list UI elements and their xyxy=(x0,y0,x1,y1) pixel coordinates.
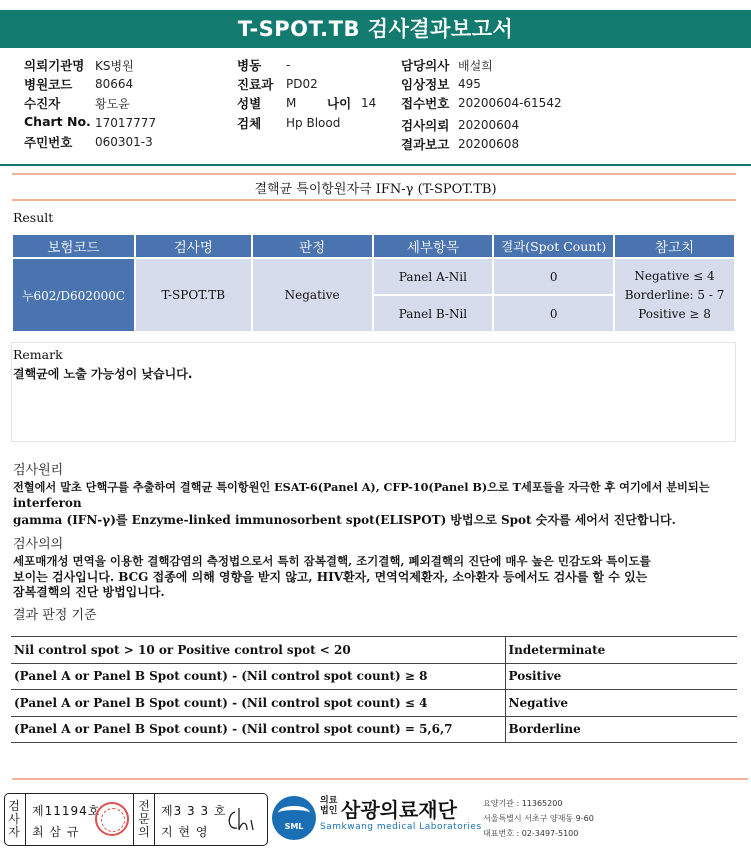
reference-borderline: Borderline: 5 - 7 xyxy=(624,287,725,302)
info-key: 검체 xyxy=(237,116,262,131)
insurance-code: 누602/D602000C xyxy=(13,259,134,331)
tester-label: 검사자 xyxy=(8,799,20,839)
principle-label: 검사원리 xyxy=(13,463,64,478)
criteria-row xyxy=(11,637,737,664)
info-key: 수진자 xyxy=(24,96,61,111)
divider-line xyxy=(12,199,736,201)
header-detail-item: 세부항목 xyxy=(374,235,493,257)
meaning-label: 검사의의 xyxy=(13,537,64,552)
info-value: 17017777 xyxy=(95,116,157,130)
info-key: 성별 xyxy=(237,96,262,111)
doctor-name: 지 현 영 xyxy=(161,825,209,839)
result-row xyxy=(13,259,734,294)
signature-box xyxy=(4,793,268,846)
info-value: 20200604-61542 xyxy=(458,96,562,110)
detail-item: Panel B-Nil xyxy=(374,296,493,331)
spot-count: 0 xyxy=(494,296,613,331)
remark-box xyxy=(11,342,736,442)
doctor-license-no: 제3 3 3 호 xyxy=(161,804,227,818)
header-insurance-code: 보험코드 xyxy=(13,235,134,257)
info-value: 14 xyxy=(361,96,377,110)
criteria-row xyxy=(11,716,737,743)
doctor-signature-icon xyxy=(225,804,261,836)
logo-mark-text: SML xyxy=(284,822,304,831)
info-key: 주민번호 xyxy=(24,135,73,150)
header-result: 결과(Spot Count) xyxy=(494,235,613,257)
test-name: T-SPOT.TB xyxy=(136,259,251,331)
info-value: KS병원 xyxy=(95,59,134,73)
detail-item: Panel A-Nil xyxy=(374,259,493,294)
org-name-en: Samkwang medical Laboratories xyxy=(320,822,482,832)
meaning-line: 보이는 검사입니다. BCG 접종에 의해 영향을 받지 않고, HIV환자, 면역억제환자, 소아환자 등에서도 검사를 할 수 있는 xyxy=(13,569,648,584)
criteria-condition: (Panel A or Panel B Spot count) - (Nil control spot count) = 5,6,7 xyxy=(11,716,505,743)
criteria-result: Indeterminate xyxy=(505,637,737,664)
info-value: M xyxy=(286,96,297,110)
info-value: 20200604 xyxy=(458,118,520,132)
info-key: 병원코드 xyxy=(24,77,73,92)
criteria-condition: (Panel A or Panel B Spot count) - (Nil control spot count) ≥ 8 xyxy=(11,663,505,690)
info-value: 80664 xyxy=(95,77,134,91)
info-value: 배설희 xyxy=(458,59,493,73)
org-reg-no: 요양기관 : 11365200 xyxy=(483,799,563,808)
info-row xyxy=(24,56,84,74)
meaning-line: 세포매개성 면역을 이용한 결핵감염의 측정법으로서 특히 잠복결핵, 조기결핵, 폐외결핵의 진단에 매우 높은 민감도와 특이도를 xyxy=(13,554,651,568)
info-key: 의뢰기관명 xyxy=(24,58,85,73)
remark-label: Remark xyxy=(13,347,63,362)
info-divider xyxy=(0,164,751,166)
footer-divider xyxy=(12,778,748,780)
spot-count: 0 xyxy=(494,259,613,294)
info-key: 병동 xyxy=(237,58,262,73)
info-value: 060301-3 xyxy=(95,135,153,149)
remark-text: 결핵균에 노출 가능성이 낮습니다. xyxy=(13,367,193,381)
principle-line: interferon xyxy=(13,495,82,510)
criteria-result: Negative xyxy=(505,690,737,717)
header-reference: 참고치 xyxy=(615,235,734,257)
meaning-text xyxy=(13,554,738,601)
info-key: 검사의뢰 xyxy=(401,118,450,133)
report-title: T-SPOT.TB 검사결과보고서 xyxy=(0,10,751,48)
header-judgement: 판정 xyxy=(253,235,372,257)
result-header-row xyxy=(13,235,734,257)
sign-divider xyxy=(25,794,26,845)
info-value: 20200608 xyxy=(458,137,520,151)
reference-values xyxy=(615,259,734,331)
criteria-result: Borderline xyxy=(505,716,737,743)
sign-divider xyxy=(154,794,155,845)
info-key: 담당의사 xyxy=(401,58,450,73)
result-table xyxy=(11,233,736,333)
criteria-result: Positive xyxy=(505,663,737,690)
info-value: - xyxy=(286,58,291,72)
info-value: PD02 xyxy=(286,77,318,91)
criteria-condition: Nil control spot > 10 or Positive control spot < 20 xyxy=(11,637,505,664)
info-value: 495 xyxy=(458,77,481,91)
tester-name: 최 삼 규 xyxy=(32,825,80,839)
reference-positive: Positive ≥ 8 xyxy=(638,306,711,321)
info-value: 황도윤 xyxy=(95,97,130,111)
org-type: 의료법인 xyxy=(320,796,338,816)
criteria-row xyxy=(11,663,737,690)
info-key: 접수번호 xyxy=(401,96,450,111)
info-key: Chart No. xyxy=(24,114,91,129)
doctor-label: 전문의 xyxy=(138,799,150,839)
principle-line: gamma (IFN-γ)를 Enzyme-linked immunosorbent spot(ELISPOT) 방법으로 Spot 숫자를 세어서 진단합니다. xyxy=(13,513,676,527)
reference-negative: Negative ≤ 4 xyxy=(634,268,715,283)
criteria-label: 결과 판정 기준 xyxy=(13,608,97,623)
info-key: 임상정보 xyxy=(401,77,450,92)
info-value: Hp Blood xyxy=(286,116,341,130)
test-subtitle: 결핵균 특이항원자극 IFN-γ (T-SPOT.TB) xyxy=(254,182,497,197)
header-test-name: 검사명 xyxy=(136,235,251,257)
criteria-condition: (Panel A or Panel B Spot count) - (Nil control spot count) ≤ 4 xyxy=(11,690,505,717)
divider-line xyxy=(12,173,736,175)
principle-text xyxy=(13,480,738,529)
org-phone: 대표번호 : 02-3497-5100 xyxy=(483,829,579,838)
info-key: 나이 xyxy=(327,96,352,111)
sign-divider xyxy=(133,794,134,845)
criteria-table xyxy=(11,636,737,743)
judgement: Negative xyxy=(253,259,372,331)
result-label: Result xyxy=(13,210,54,225)
tester-license-no: 제11194호 xyxy=(32,804,101,818)
principle-line: 전혈에서 말초 단핵구를 추출하여 결핵균 특이항원인 ESAT-6(Panel A), CFP-10(Panel B)으로 T세포들을 자극한 후 여기에서 분비되는 xyxy=(13,480,710,494)
org-address: 서울특별시 서초구 양재동 9-60 xyxy=(483,814,594,823)
patient-info xyxy=(0,52,751,166)
meaning-line: 잠복결핵의 진단 방법입니다. xyxy=(13,585,165,599)
org-name: 삼광의료재단 xyxy=(341,798,457,822)
info-key: 결과보고 xyxy=(401,137,450,152)
info-key: 진료과 xyxy=(237,77,274,92)
tester-seal-icon xyxy=(95,802,129,836)
criteria-row xyxy=(11,690,737,717)
sml-logo-icon xyxy=(272,796,316,840)
